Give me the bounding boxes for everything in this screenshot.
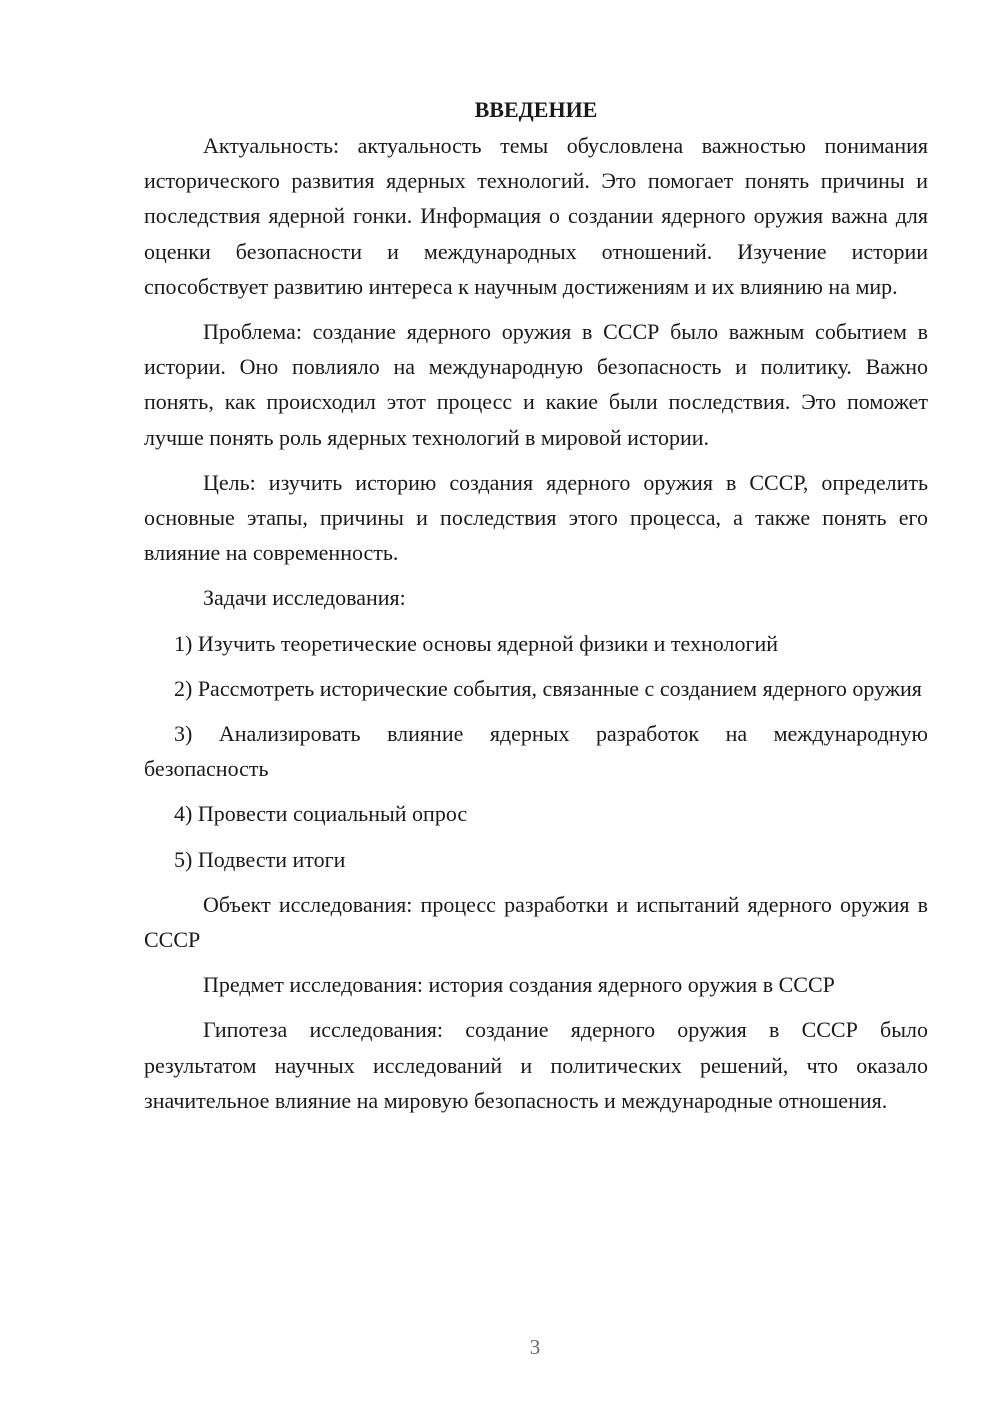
object-paragraph: Объект исследования: процесс разработки и испытаний ядерного оружия в СССР [144,891,928,953]
task-item-1: 1) Изучить теоретические основы ядерной физики и технологий [174,630,779,656]
tasks-intro: Задачи исследования: [203,585,406,611]
goal-paragraph: Цель: изучить историю создания ядерного оружия в СССР, определить основные этапы, причины и последствия этого процесса, а также понять его влияние на современность. [144,469,928,566]
page-number: 3 [529,1335,541,1359]
hypothesis-paragraph: Гипотеза исследования: создание ядерного оружия в СССР было результатом научных исследований и политических решений, что оказало значительное влияние на мировую безопасность и международные отношения. [144,1017,928,1113]
page-content [144,94,928,1128]
problem-paragraph: Проблема: создание ядерного оружия в СССР было важным событием в истории. Оно повлияло на международную безопасность и политику. Важно понять, как происходил этот процесс и какие были последствия. Это поможет лучше понять роль ядерных технологий в мировой истории. [144,319,928,450]
subject-paragraph: Предмет исследования: история создания ядерного оружия в СССР [203,972,835,998]
section-heading: ВВЕДЕНИЕ [474,97,598,122]
task-item-4: 4) Провести социальный опрос [174,801,468,827]
task-item-3: 3) Анализировать влияние ядерных разработок на международную безопасность [144,721,928,782]
relevance-paragraph: Актуальность: актуальность темы обусловлена важностью понимания исторического развития ядерных технологий. Это помогает понять причины и последствия ядерной гонки. Информация о создании ядерного оружия важна для оценки безопасности и международных отношений. Изучение истории способствует развитию интереса к научным достижениям и их влиянию на мир. [144,133,928,299]
task-item-2: 2) Рассмотреть исторические события, связанные с созданием ядерного оружия [174,675,922,701]
task-item-5: 5) Подвести итоги [174,846,346,872]
